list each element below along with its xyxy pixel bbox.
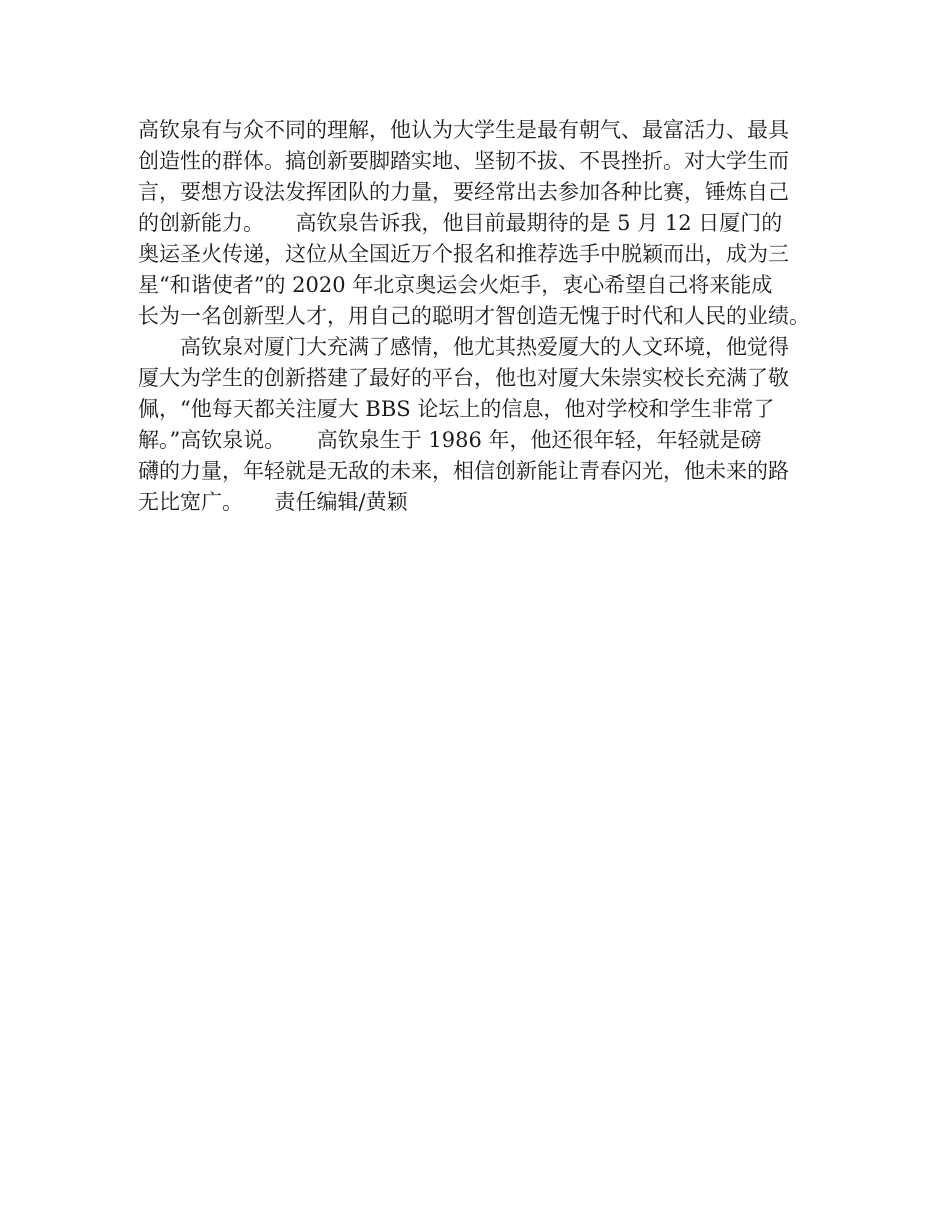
text-line: 礴的力量，年轻就是无敌的未来，相信创新能让青春闪光，他未来的路 — [138, 459, 789, 483]
text-line: 高钦泉有与众不同的理解，他认为大学生是最有朝气、最富活力、最具 — [138, 118, 789, 142]
text-line: 高钦泉对厦门大充满了感情，他尤其热爱厦大的人文环境，他觉得 — [138, 335, 789, 359]
text-line: 长为一名创新型人才，用自己的聪明才智创造无愧于时代和人民的业绩。 — [138, 304, 810, 328]
text-line: 解。”高钦泉说。 高钦泉生于 1986 年，他还很年轻，年轻就是磅 — [138, 428, 762, 452]
text-line: 的创新能力。 高钦泉告诉我，他目前最期待的是 5 月 12 日厦门的 — [138, 211, 783, 235]
text-line: 言，要想方设法发挥团队的力量，要经常出去参加各种比赛，锤炼自己 — [138, 180, 789, 204]
text-line: 创造性的群体。搞创新要脚踏实地、坚韧不拔、不畏挫折。对大学生而 — [138, 149, 789, 173]
text-line: 厦大为学生的创新搭建了最好的平台，他也对厦大朱崇实校长充满了敬 — [138, 366, 789, 390]
text-line: 奥运圣火传递，这位从全国近万个报名和推荐选手中脱颖而出，成为三 — [138, 242, 789, 266]
text-line: 星“和谐使者”的 2020 年北京奥运会火炬手，衷心希望自己将来能成 — [138, 273, 773, 297]
text-line: 无比宽广。 责任编辑/黄颖 — [138, 490, 408, 514]
article-body — [138, 115, 818, 518]
text-line: 佩，“他每天都关注厦大 BBS 论坛上的信息，他对学校和学生非常了 — [138, 397, 775, 421]
